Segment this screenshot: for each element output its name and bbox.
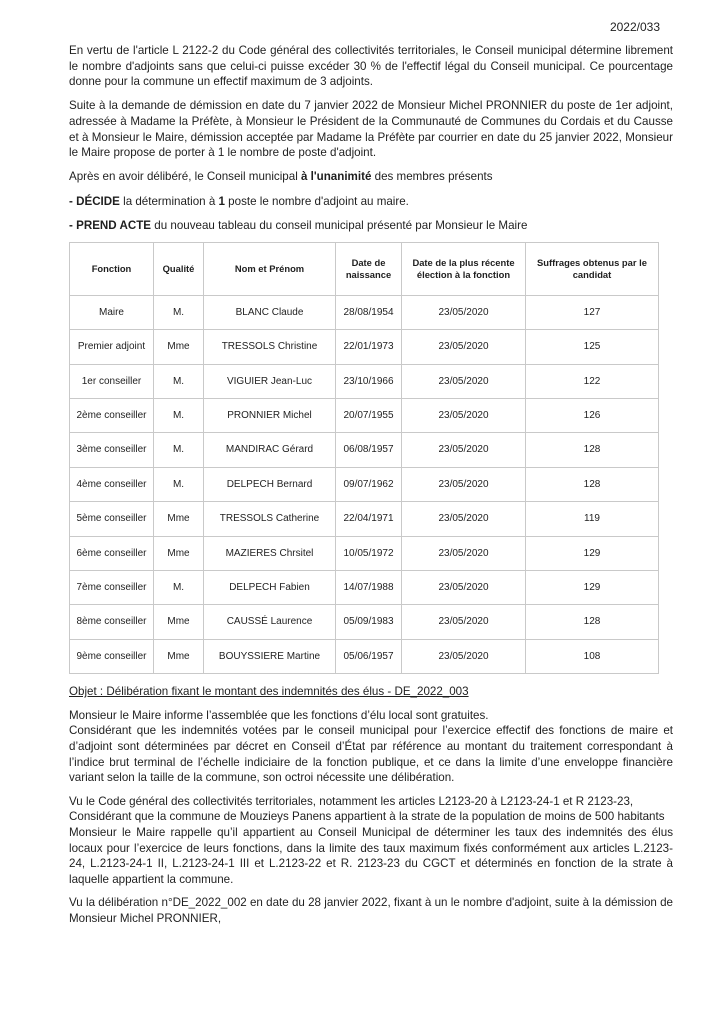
table-cell: TRESSOLS Christine <box>204 330 336 364</box>
table-cell: 05/09/1983 <box>336 605 402 639</box>
paragraph-rappel-taux: Monsieur le Maire rappelle qu’il appartient au Conseil Municipal de déterminer les taux des indemnités des élus locaux pour l’exercice de leurs fonctions, dans la limite des taux maximum fixés conformément aux articles L.2123-24, L.2123-24-1 II, L.2123-24-1 III et L.2123-22 et R. 2123-23 du CGCT et déterminés en fonction de la strate à laquelle appartient la commune. <box>69 825 673 886</box>
table-cell: 06/08/1957 <box>336 433 402 467</box>
table-header-row <box>70 242 659 295</box>
table-cell: 7ème conseiller <box>70 571 154 605</box>
table-cell: M. <box>154 399 204 433</box>
table-cell: 128 <box>526 605 659 639</box>
table-cell: 05/06/1957 <box>336 639 402 673</box>
table-cell: 9ème conseiller <box>70 639 154 673</box>
table-cell: 23/05/2020 <box>402 467 526 501</box>
table-cell: 108 <box>526 639 659 673</box>
table-cell: PRONNIER Michel <box>204 399 336 433</box>
council-table <box>69 242 659 674</box>
table-cell: 128 <box>526 433 659 467</box>
table-cell: 23/05/2020 <box>402 330 526 364</box>
table-cell: BOUYSSIERE Martine <box>204 639 336 673</box>
table-cell: Mme <box>154 502 204 536</box>
table-cell: M. <box>154 467 204 501</box>
table-cell: 4ème conseiller <box>70 467 154 501</box>
page-reference: 2022/033 <box>609 20 660 34</box>
paragraph-considerant-indemnites: Considérant que les indemnités votées par le conseil municipal pour l’exercice effectif des fonctions de maire et d’adjoint sont déterminées par décret en Conseil d’État par référence au montant du traitement correspondant à l’indice brut terminal de l’échelle indiciaire de la fonction publique, et ce dans la limite d’une enveloppe financière variant selon la taille de la commune, son octroi nécessite une délibération. <box>69 724 673 785</box>
table-cell: Mme <box>154 639 204 673</box>
table-cell: 129 <box>526 536 659 570</box>
text: Après en avoir délibéré, le Conseil municipal <box>69 170 301 184</box>
paragraph-deliberation <box>69 169 673 185</box>
table-cell: 22/04/1971 <box>336 502 402 536</box>
table-cell: 23/05/2020 <box>402 571 526 605</box>
paragraph-prend-acte <box>69 218 673 234</box>
table-cell: 23/05/2020 <box>402 364 526 398</box>
table-cell: 5ème conseiller <box>70 502 154 536</box>
table-cell: 23/05/2020 <box>402 639 526 673</box>
table-cell: Maire <box>70 295 154 329</box>
table-row <box>70 536 659 570</box>
column-header: Date de la plus récente élection à la fonction <box>402 242 526 295</box>
table-cell: 23/05/2020 <box>402 295 526 329</box>
emphasis-prend-acte: - PREND ACTE <box>69 218 152 232</box>
table-cell: 119 <box>526 502 659 536</box>
table-row <box>70 571 659 605</box>
table-cell: 122 <box>526 364 659 398</box>
table-cell: Mme <box>154 330 204 364</box>
table-cell: 23/05/2020 <box>402 605 526 639</box>
table-cell: 127 <box>526 295 659 329</box>
paragraph-article-l2122-2: En vertu de l'article L 2122-2 du Code général des collectivités territoriales, le Conseil municipal détermine librement le nombre d'adjoints sans que celui-ci puisse excéder 30 % de l'effectif légal du Conseil municipal. Ce pourcentage donne pour la commune un effectif maximum de 3 adjoints. <box>69 44 673 89</box>
paragraph-demission: Suite à la demande de démission en date du 7 janvier 2022 de Monsieur Michel PRONNIER du poste de 1er adjoint, adressée à Madame la Préfète, à Monsieur le Président de la Communauté de Communes du Cordais et du Causse et à Monsieur le Maire, démission acceptée par Madame la Préfète par courrier en date du 25 janvier 2022, Monsieur le Maire propose de porter à 1 le nombre de poste d'adjoint. <box>69 99 673 160</box>
column-header: Qualité <box>154 242 204 295</box>
table-cell: VIGUIER Jean-Luc <box>204 364 336 398</box>
table-row <box>70 295 659 329</box>
text: poste le nombre d'adjoint au maire. <box>224 194 409 208</box>
emphasis-decide: - DÉCIDE <box>69 194 120 208</box>
paragraph-gratuite: Monsieur le Maire informe l’assemblée que les fonctions d’élu local sont gratuites. <box>69 708 489 722</box>
table-row <box>70 502 659 536</box>
table-cell: BLANC Claude <box>204 295 336 329</box>
table-row <box>70 399 659 433</box>
column-header: Date de naissance <box>336 242 402 295</box>
table-cell: 125 <box>526 330 659 364</box>
emphasis-number: 1 <box>218 194 225 208</box>
table-cell: Mme <box>154 536 204 570</box>
table-cell: TRESSOLS Catherine <box>204 502 336 536</box>
column-header: Nom et Prénom <box>204 242 336 295</box>
table-cell: DELPECH Fabien <box>204 571 336 605</box>
table-cell: 23/05/2020 <box>402 399 526 433</box>
emphasis-unanimite: à l'unanimité <box>301 170 372 184</box>
paragraph-considerant-strate: Considérant que la commune de Mouzieys Panens appartient à la strate de la population de moins de 500 habitants <box>69 810 665 824</box>
table-row <box>70 605 659 639</box>
table-cell: M. <box>154 364 204 398</box>
section-indemnites <box>69 708 673 786</box>
document-body <box>69 43 673 935</box>
table-cell: M. <box>154 433 204 467</box>
table-cell: M. <box>154 295 204 329</box>
table-row <box>70 467 659 501</box>
table-cell: 22/01/1973 <box>336 330 402 364</box>
table-cell: 10/05/1972 <box>336 536 402 570</box>
table-cell: 23/05/2020 <box>402 536 526 570</box>
paragraph-vu-cgct: Vu le Code général des collectivités territoriales, notamment les articles L2123-20 à L2123-24-1 et R 2123-23, <box>69 794 634 808</box>
table-cell: 14/07/1988 <box>336 571 402 605</box>
table-row <box>70 364 659 398</box>
table-cell: 3ème conseiller <box>70 433 154 467</box>
table-cell: DELPECH Bernard <box>204 467 336 501</box>
table-cell: 6ème conseiller <box>70 536 154 570</box>
table-cell: 23/10/1966 <box>336 364 402 398</box>
section-cgct <box>69 794 673 888</box>
table-cell: 1er conseiller <box>70 364 154 398</box>
table-cell: 126 <box>526 399 659 433</box>
column-header: Fonction <box>70 242 154 295</box>
column-header: Suffrages obtenus par le candidat <box>526 242 659 295</box>
table-cell: 8ème conseiller <box>70 605 154 639</box>
table-cell: 09/07/1962 <box>336 467 402 501</box>
objet-heading: Objet : Délibération fixant le montant des indemnités des élus - DE_2022_003 <box>69 685 469 699</box>
table-cell: MANDIRAC Gérard <box>204 433 336 467</box>
table-row <box>70 330 659 364</box>
text: des membres présents <box>371 170 493 184</box>
table-cell: 128 <box>526 467 659 501</box>
table-cell: 20/07/1955 <box>336 399 402 433</box>
table-cell: CAUSSÉ Laurence <box>204 605 336 639</box>
table-cell: 129 <box>526 571 659 605</box>
table-cell: M. <box>154 571 204 605</box>
table-cell: Premier adjoint <box>70 330 154 364</box>
table-row <box>70 433 659 467</box>
paragraph-vu-deliberation: Vu la délibération n°DE_2022_002 en date du 28 janvier 2022, fixant à un le nombre d'adjoint, suite à la démission de Monsieur Michel PRONNIER, <box>69 896 673 925</box>
table-cell: Mme <box>154 605 204 639</box>
table-row <box>70 639 659 673</box>
paragraph-decide <box>69 194 673 210</box>
table-cell: 23/05/2020 <box>402 433 526 467</box>
table-cell: 2ème conseiller <box>70 399 154 433</box>
table-cell: 28/08/1954 <box>336 295 402 329</box>
text: du nouveau tableau du conseil municipal présenté par Monsieur le Maire <box>151 218 528 232</box>
text: la détermination à <box>119 194 219 208</box>
table-cell: 23/05/2020 <box>402 502 526 536</box>
table-cell: MAZIERES Chrsitel <box>204 536 336 570</box>
